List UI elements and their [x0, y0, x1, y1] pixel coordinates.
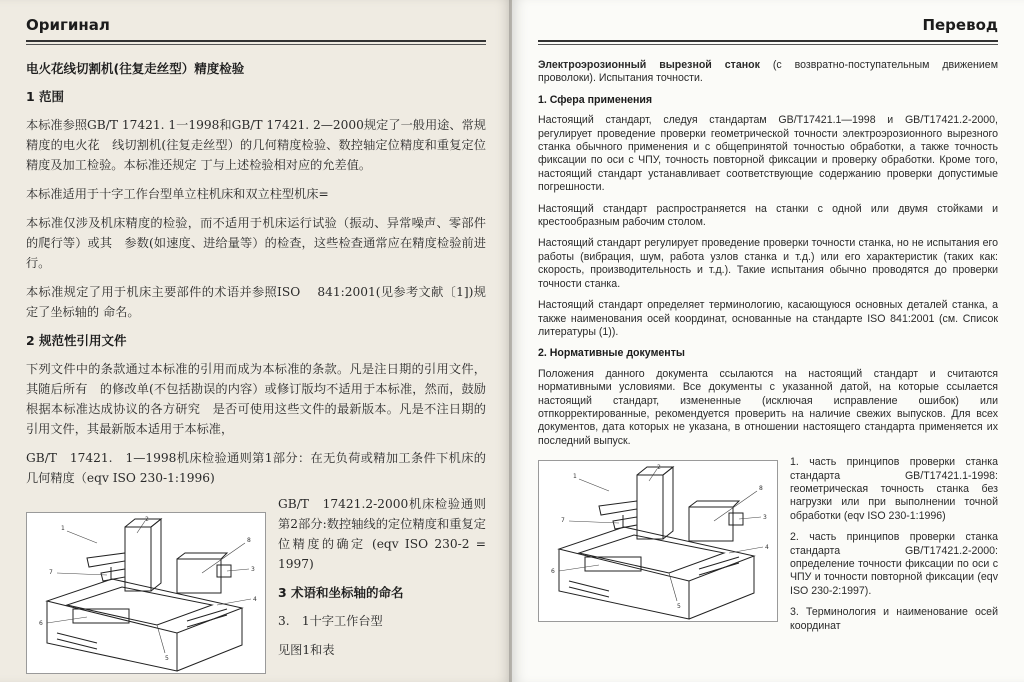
wire-edm-machine-drawing — [539, 461, 777, 621]
machine-figure — [26, 512, 266, 674]
figure-row — [26, 494, 486, 674]
svg-text:8: 8 — [247, 537, 251, 544]
svg-text:7: 7 — [49, 569, 53, 576]
translation-page-header: Перевод — [922, 16, 998, 34]
svg-text:3: 3 — [251, 566, 255, 573]
svg-text:5: 5 — [677, 603, 681, 611]
reference-item-1: GB/T 17421. 1—1998机床检验通则第1部分：在无负荷或精加工条件下机床的几何精度（eqv ISO 230-1:1996) — [26, 451, 486, 485]
reference-item-2-ru: 2. часть принципов проверки станка стандарта GB/T17421.2-2000: определение точности фиксации по оси с ЧПУ и точности повторной фиксации (eqv ISO 230-2:1997). — [790, 531, 998, 597]
document-title-ru — [538, 59, 998, 86]
figure-row-ru — [538, 456, 998, 641]
scope-paragraph-1: 本标准参照GB/T 17421. 1一1998和GB/T 17421. 2—2000规定了一般用途、常规精度的电火花 线切割机(往复走丝型）的几何精度检验、数控轴定位精度和重复定位精度及加工检验。本标准还规定 丁与上述检验相对应的允差值。 — [26, 118, 486, 172]
svg-text:6: 6 — [39, 620, 43, 627]
svg-text:3: 3 — [763, 514, 767, 522]
scope-paragraph-3-ru: Настоящий стандарт регулирует проведение проверки точности станка, но не испытания его работы (вибрация, шум, работа узлов станка и т.д.) или его характеристик (таких как: скорость, производительность и т.д.). Такие испытания обычно проводятся до проверки точности станка. — [538, 237, 998, 290]
scope-paragraph-2-ru: Настоящий стандарт распространяется на станки с одной или двумя стойками и крестообразным рабочим столом. — [538, 202, 998, 229]
svg-text:6: 6 — [551, 568, 555, 576]
svg-text:2: 2 — [657, 464, 661, 472]
title-rest: (с возвратно-поступательным движением проволоки). Испытания точности. — [538, 59, 998, 85]
svg-text:8: 8 — [759, 485, 763, 493]
header-rule-thin — [538, 44, 998, 45]
document-title: 电火花线切割机(往复走丝型）精度检验 — [26, 61, 245, 76]
title-bold: Электроэрозионный вырезной станок — [538, 59, 760, 71]
scope-paragraph-4-ru: Настоящий стандарт определяет терминологию, касающуюся основных деталей станка, а также наименования осей координат, основанные на стандарте ISO 841:2001 (см. Список литературы (1)). — [538, 299, 998, 338]
scope-paragraph-4: 本标准规定了用于机床主要部件的术语并参照ISO 841:2001(见参考文献〔1])规定了坐标轴的 命名。 — [26, 285, 486, 319]
svg-text:4: 4 — [253, 596, 257, 603]
translation-page — [512, 0, 1024, 682]
section-3-heading-ru: 3. Терминология и наименование осей координат — [790, 606, 998, 632]
svg-text:7: 7 — [561, 517, 565, 525]
scope-paragraph-1-ru: Настоящий стандарт, следуя стандартам GB/T17421.1—1998 и GB/T17421.2-2000, регулирует проведение проверки геометрической точности электроэрозионного вырезного станка обычного применения и с общепринятой точностью обработки, а также точность фиксации по оси с ЧПУ, точность повторной фиксации и проверку обработки. Кроме того, настоящий стандарт устанавливает соответствующие содержанию проверки допустимые погрешности. — [538, 114, 998, 194]
section-2-heading-ru: 2. Нормативные документы — [538, 347, 685, 360]
svg-text:1: 1 — [573, 473, 577, 481]
header-rule — [538, 40, 998, 42]
original-page-header: Оригинал — [26, 16, 110, 34]
references-paragraph: 下列文件中的条款通过本标准的引用而成为本标准的条款。凡是注日期的引用文件，其随后所有 的修改单(不包括勘误的内容）或修订版均不适用于本标准，然而，鼓励根据本标准达成协议的各方研究 是否可使用这些文件的最新版本。凡是不注日期的引用文件，其最新版本适用于本标准， — [26, 362, 486, 436]
svg-text:5: 5 — [165, 655, 169, 662]
section-1-heading-ru: 1. Сфера применения — [538, 93, 653, 106]
section-1-heading: 1 范围 — [26, 89, 65, 104]
svg-text:2: 2 — [145, 516, 149, 523]
wire-edm-machine-drawing — [27, 513, 265, 673]
figure-callout: 1 — [61, 525, 65, 532]
figure-side-text — [278, 494, 486, 674]
section-2-heading: 2 规范性引用文件 — [26, 333, 127, 348]
header-rule — [26, 40, 486, 42]
machine-figure-ru — [538, 460, 778, 622]
section-3-2: 见图1和表 — [278, 643, 335, 657]
references-paragraph-ru: Положения данного документа ссылаются на настоящий стандарт и считаются нормативными условиями. Все документы с указанной датой, на которые ссылается настоящий стандарт, измененные (исключая исправление ошибок) или отпкорректированные, рекомендуется проверить на наличие свежих выпусков. Для всех документов, дата которых не указана, в отношении настоящего стандарта применяется их последний выпуск. — [538, 367, 998, 447]
reference-item-1-ru: 1. часть принципов проверки станка стандарта GB/T17421.1-1998: геометрическая точность станка без нагрузки или при выполнении точной обработки (eqv ISO 230-1:1996) — [790, 456, 998, 522]
section-3-1: 3. 1十字工作台型 — [278, 614, 383, 628]
scope-paragraph-3: 本标准仅涉及机床精度的检验，而不适用于机床运行试验（振动、异常噪声、零部件的爬行等）或其 参数(如速度、进给量等）的检查，这些检查通常应在精度检验前进行。 — [26, 216, 486, 270]
reference-item-2: GB/T 17421.2-2000机床检验通则第2部分:数控轴线的定位精度和重复定位精度的确定 (eqv ISO 230-2 = 1997) — [278, 497, 486, 571]
svg-text:4: 4 — [765, 544, 769, 552]
figure-side-text-ru — [790, 456, 998, 641]
scope-paragraph-2: 本标准适用于十字工作台型单立柱机床和双立柱型机床= — [26, 187, 329, 201]
section-3-heading: 3 术语和坐标轴的命名 — [278, 585, 404, 600]
header-rule-thin — [26, 44, 486, 45]
